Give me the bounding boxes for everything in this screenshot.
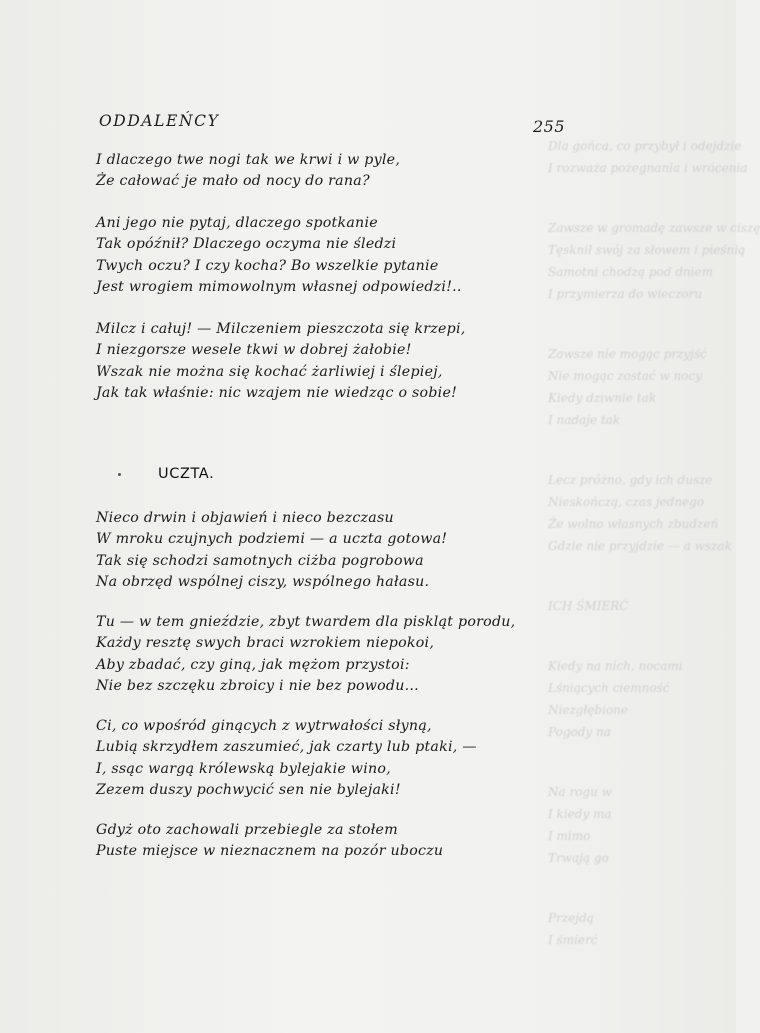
verse-line: Każdy resztę swych braci wzrokiem niepokoi, bbox=[96, 635, 435, 652]
verse-line: Zezem duszy pochwycić sen nie bylejaki! bbox=[96, 781, 401, 798]
verse-line: I, ssąc wargą królewską bylejakie wino, bbox=[96, 760, 391, 777]
stanza-5 bbox=[96, 612, 515, 697]
verse-line: W mroku czujnych podziemi — a uczta gotowa! bbox=[96, 531, 448, 548]
stanza-3 bbox=[96, 319, 466, 404]
verse-line: I niezgorsze wesele tkwi w dobrej żałobie! bbox=[96, 342, 412, 359]
verse-line: Że całować je mało od nocy do rana? bbox=[96, 173, 370, 190]
verse-line: Jest wrogiem mimowolnym własnej odpowiedzi!.. bbox=[96, 278, 462, 295]
verse-line: Wszak nie można się kochać żarliwiej i ślepiej, bbox=[96, 363, 443, 380]
verse-line: Milcz i całuj! — Milczeniem pieszczota się krzepi, bbox=[96, 321, 466, 337]
running-header-title: ODDALEŃCY bbox=[99, 112, 220, 130]
page-number: 255 bbox=[533, 117, 566, 136]
verse-line: Jak tak właśnie: nic wzajem nie wiedząc o sobie! bbox=[96, 384, 458, 401]
verse-line: Nieco drwin i objawień i nieco bezczasu bbox=[96, 510, 394, 526]
reverse-page-bleed-through: Dla gońca, co przybył i odejdzie I rozważa pożegnania i wrócenia Zawsze w gromadę zawsze w ciszę Tęsknił swój za słowem i pieśnią Samotni chodzą pod dniem I przymierza do wieczoru Zawsze nie mogąc przyjść Nie mogąc zostać w nocy Kiedy dziwnie tak I nadaje tak Lecz próżno, gdy ich dusze Nieskończą, czas jednego Że wolno własnych zbudzeń Gdzie nie przyjdzie — a wszak ICH ŚMIERĆ Kiedy na nich, nocami Lśniących ciemność Niezgłębione Pogody na Na rogu w I kiedy ma I mimo Trwają go Przejdą I śmierć bbox=[548, 139, 760, 947]
verse-line: Na obrzęd wspólnej ciszy, wspólnego hałasu. bbox=[96, 573, 430, 590]
verse-line: Nie bez szczęku zbroicy i nie bez powodu... bbox=[96, 677, 419, 694]
verse-line: Ci, co wpośród ginących z wytrwałości słyną, bbox=[96, 718, 432, 734]
verse-line: Tak opóźnił? Dlaczego oczyma nie śledzi bbox=[96, 236, 397, 253]
stanza-2 bbox=[96, 213, 462, 298]
stanza-1 bbox=[96, 150, 400, 193]
section-title: UCZTA. bbox=[158, 466, 215, 482]
verse-line: Twych oczu? I czy kocha? Bo wszelkie pytanie bbox=[96, 257, 439, 274]
stanza-7 bbox=[96, 820, 443, 863]
verse-line: Ani jego nie pytaj, dlaczego spotkanie bbox=[96, 215, 378, 231]
stanza-6 bbox=[96, 716, 477, 801]
verse-line: Gdyż oto zachowali przebiegle za stołem bbox=[96, 822, 398, 838]
stanza-4 bbox=[96, 508, 447, 593]
title-dot-mark bbox=[118, 473, 121, 476]
verse-line: Aby zbadać, czy giną, jak mężom przystoi: bbox=[96, 656, 410, 673]
verse-line: Tu — w tem gnieździe, zbyt twardem dla piskląt porodu, bbox=[96, 614, 516, 630]
verse-line: I dlaczego twe nogi tak we krwi i w pyle, bbox=[96, 152, 401, 168]
verse-line: Puste miejsce w nieznacznem na pozór uboczu bbox=[96, 843, 444, 860]
verse-line: Lubią skrzydłem zaszumieć, jak czarty lub ptaki, — bbox=[96, 739, 477, 756]
verse-line: Tak się schodzi samotnych ciżba pogrobowa bbox=[96, 552, 424, 569]
